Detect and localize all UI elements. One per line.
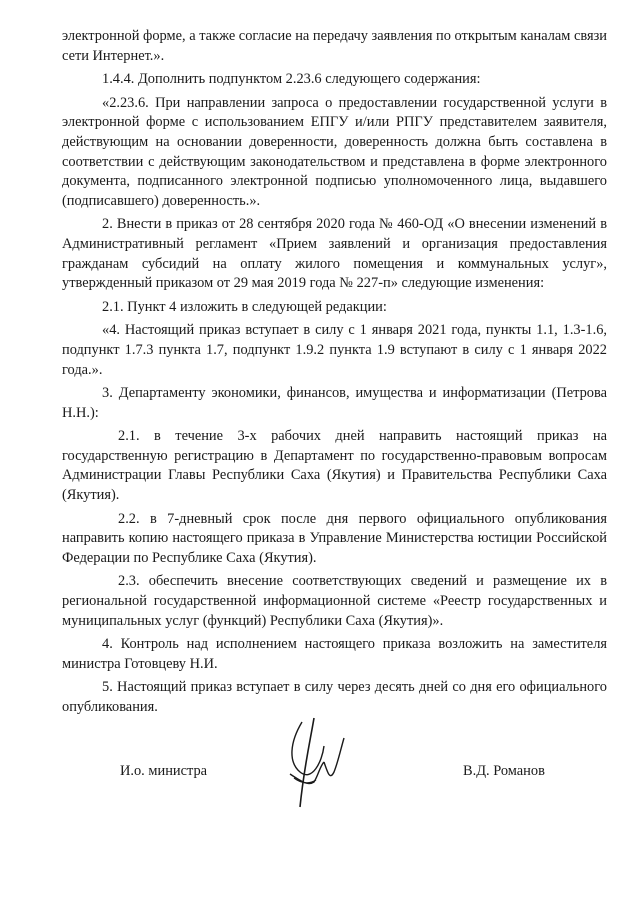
handwritten-signature <box>280 712 360 812</box>
paragraph-item-4-quote: «4. Настоящий приказ вступает в силу с 1 января 2021 года, пункты 1.1, 1.3-1.6, подпункт 1.7.3 пункта 1.7, подпункт 1.9.2 пункта 1.9 вступают в силу с 1 января 2022 года.». <box>62 322 607 378</box>
signatory-role: И.о. министра <box>120 763 208 779</box>
paragraph-item-5: 5. Настоящий приказ вступает в силу через десять дней со дня его официального опубликования. <box>62 679 607 715</box>
paragraph-item-2: 2. Внести в приказ от 28 сентября 2020 года № 460-ОД «О внесении изменений в Административный регламент «Прием заявлений и организация предоставления гражданам субсидий на оплату жилого помещения и коммунальных услуг», утвержденный приказом от 29 мая 2019 года № 227-п» следующие изменения: <box>62 216 607 292</box>
paragraph-item-3: 3. Департаменту экономики, финансов, имущества и информатизации (Петрова Н.Н.): <box>62 385 607 421</box>
paragraph-subitem-2-2: 2.2. в 7-дневный срок после дня первого официального опубликования направить копию настоящего приказа в Управление Министерства юстиции Российской Федерации по Республике Саха (Якутия). <box>62 510 607 566</box>
paragraph-1-4-4: 1.4.4. Дополнить подпунктом 2.23.6 следующего содержания: <box>102 71 481 88</box>
document-body <box>62 27 607 722</box>
paragraph-subitem-2-3: 2.3. обеспечить внесение соответствующих сведений и размещение их в региональной государственной информационной системе «Реестр государственных и муниципальных услуг (функций) Республики Саха (Якутия)». <box>62 573 607 629</box>
paragraph-subitem-2-1: 2.1. в течение 3-х рабочих дней направить настоящий приказ на государственную регистрацию в Департамент по государственно-правовым вопросам Администрации Главы Республики Саха (Якутия) и Правительства Республики Саха (Якутия). <box>62 428 607 504</box>
paragraph-item-2-1: 2.1. Пункт 4 изложить в следующей редакции: <box>102 298 387 315</box>
paragraph-2-23-6: «2.23.6. При направлении запроса о предоставлении государственной услуги в электронной форме с использованием ЕПГУ и/или РПГУ представителем заявителя, действующим на основании доверенности, доверенность должна быть составлена в соответствии с действующим законодательством и представлена в форме электронного документа, подписанного электронной подписью уполномоченного лица, выдавшего (подписавшего) доверенность.». <box>62 94 607 209</box>
paragraph-continuation: электронной форме, а также согласие на передачу заявления по открытым каналам связи сети Интернет.». <box>62 28 607 64</box>
paragraph-item-4: 4. Контроль над исполнением настоящего приказа возложить на заместителя министра Готовцеву Н.И. <box>62 636 607 672</box>
signatory-name: В.Д. Романов <box>463 763 545 779</box>
